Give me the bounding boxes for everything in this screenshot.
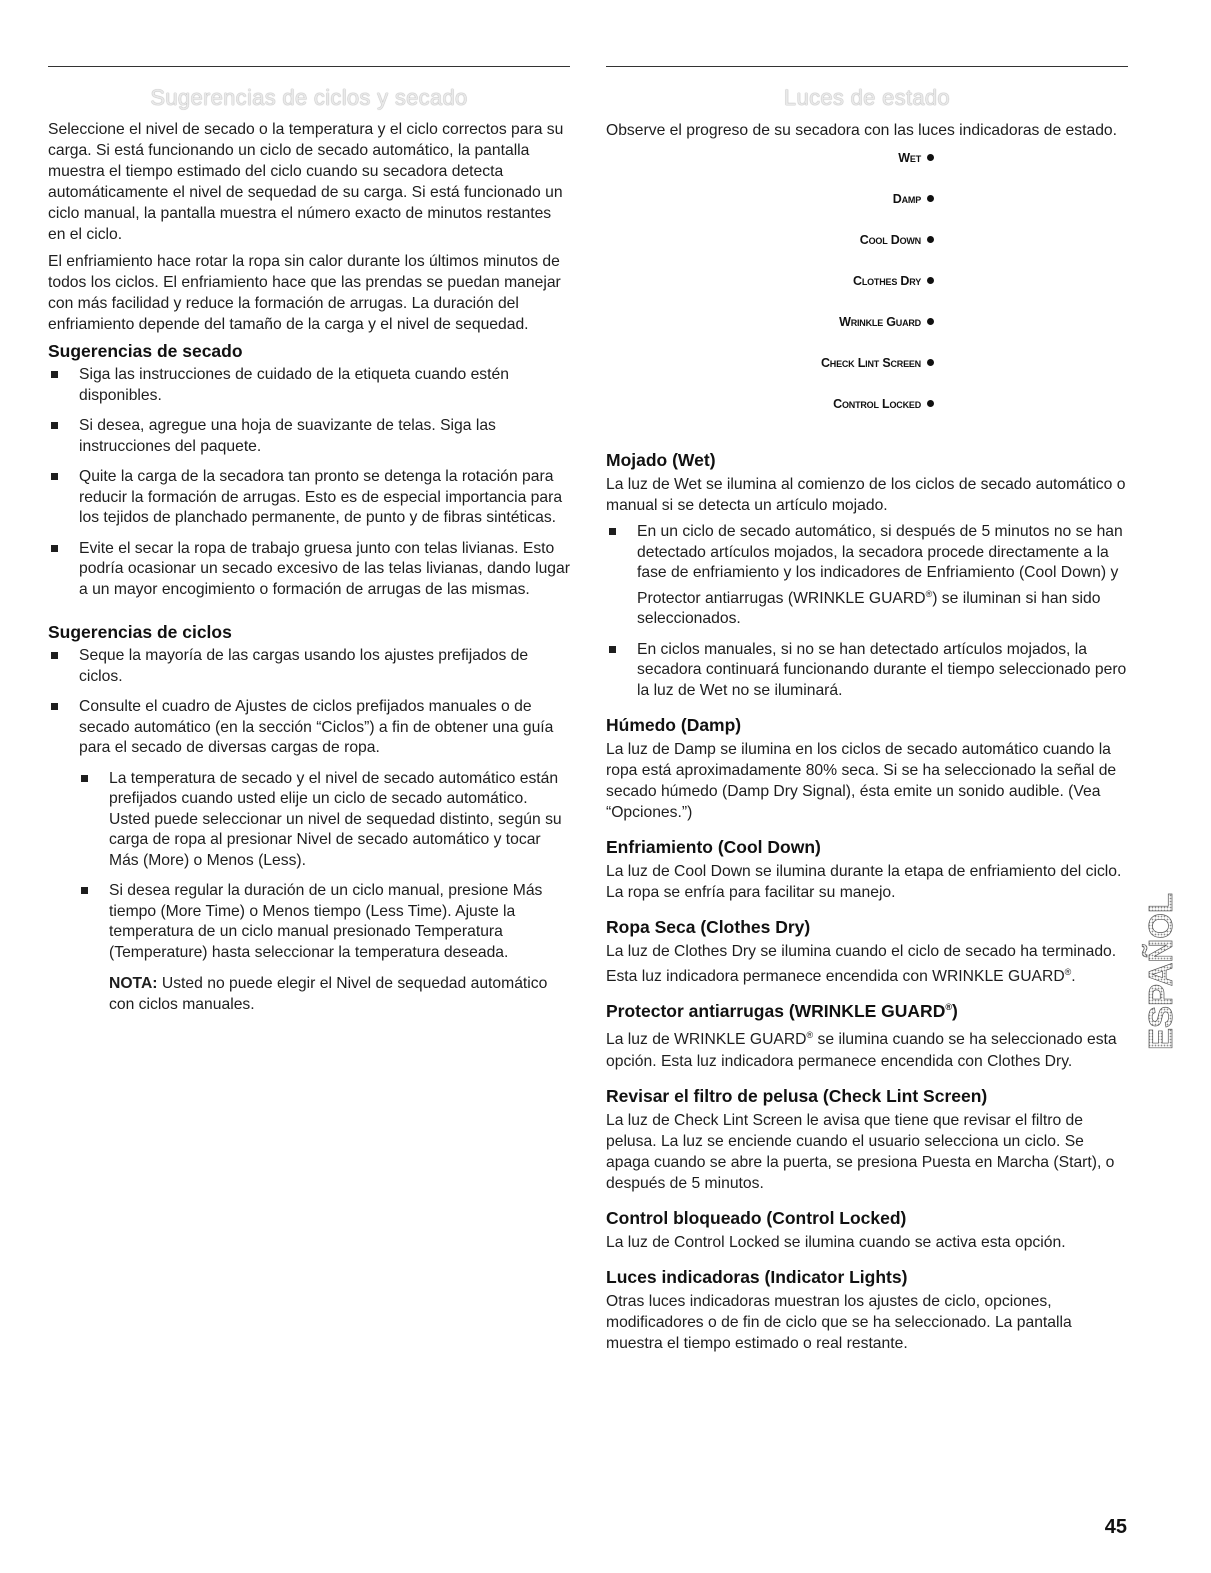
clothes-dry-text — [606, 941, 1128, 987]
lint-heading: Revisar el filtro de pelusa (Check Lint Screen) — [606, 1085, 988, 1106]
damp-text: La luz de Damp se ilumina en los ciclos de secado automático cuando la ropa está aproximadamente 80% seca. Si se ha seleccionado la señal de secado húmedo (Damp Dry Signal), ésta emite un sonido audible. (Vea “Opciones.”) — [606, 741, 1117, 822]
cycle-tips-list — [48, 646, 570, 759]
list-item — [606, 522, 1128, 630]
indicator-lights-heading: Luces indicadoras (Indicator Lights) — [606, 1266, 908, 1287]
list-item: Siga las instrucciones de cuidado de la etiqueta cuando estén disponibles. — [48, 365, 570, 406]
indicator-cool-down — [606, 231, 1128, 272]
language-side-tab-text: ESPAÑOL — [1142, 892, 1179, 1050]
left-intro-paragraph-2: El enfriamiento hace rotar la ropa sin calor durante los últimos minutos de todos los ciclos. El enfriamiento hace que las prendas se puedan manejar con más facilidad y reduce la formación de arrugas. La duración del enfriamiento depende del tamaño de la carga y el nivel de sequedad. — [48, 253, 561, 333]
indicator-label: Damp — [892, 192, 921, 206]
indicator-dot-icon — [927, 318, 934, 325]
indicator-dot-icon — [927, 400, 934, 407]
wrinkle-guard-heading-end: ) — [951, 1001, 958, 1022]
list-item: Si desea, agregue una hoja de suavizante de telas. Siga las instrucciones del paquete. — [48, 416, 570, 457]
cycle-tips-sub-list — [78, 769, 570, 964]
page-number: 45 — [1104, 1516, 1127, 1538]
control-locked-heading: Control bloqueado (Control Locked) — [606, 1207, 907, 1228]
wet-bullet-1-text: En un ciclo de secado automático, si después de 5 minutos no se han detectado artículos mojados, la secadora procede directamente a la fase de enfriamiento y los indicadores de Enfriamiento (Cool Down) y Protector antiarrugas (WRINKLE GUARD — [637, 523, 1123, 607]
indicator-dot-icon — [927, 277, 934, 284]
right-column — [606, 66, 1128, 1360]
registered-mark: ® — [1064, 967, 1072, 978]
cool-down-text: La luz de Cool Down se ilumina durante la etapa de enfriamiento del ciclo. La ropa se enfría para facilitar su manejo. — [606, 863, 1122, 902]
list-item: La temperatura de secado y el nivel de secado automático están prefijados cuando usted elije un ciclo de secado automático. Usted puede seleccionar un nivel de sequedad distinto, según su carga de ropa al presionar Nivel de secado automático y tocar Más (More) o Menos (Less). — [78, 769, 570, 872]
list-item: Seque la mayoría de las cargas usando los ajustes prefijados de ciclos. — [48, 646, 570, 687]
right-section-title: Luces de estado — [784, 85, 950, 110]
drying-tips-heading: Sugerencias de secado — [48, 341, 243, 361]
wet-heading: Mojado (Wet) — [606, 450, 716, 470]
indicator-label: Cool Down — [859, 233, 921, 247]
right-top-rule — [606, 66, 1128, 67]
left-top-rule — [48, 66, 570, 67]
cycle-tips-heading: Sugerencias de ciclos — [48, 622, 232, 642]
left-column — [48, 66, 570, 1021]
indicator-dot-icon — [927, 236, 934, 243]
list-item: En ciclos manuales, si no se han detectado artículos mojados, la secadora continuará funcionando durante el tiempo seleccionado pero la luz de Wet no se iluminará. — [606, 640, 1128, 702]
indicator-damp — [606, 190, 1128, 231]
note-label: NOTA: — [109, 975, 158, 992]
indicator-wet — [606, 149, 1128, 190]
clothes-dry-heading: Ropa Seca (Clothes Dry) — [606, 917, 811, 938]
registered-mark: ® — [945, 1002, 952, 1013]
list-item: Consulte el cuadro de Ajustes de ciclos prefijados manuales o de secado automático (en la sección “Ciclos”) a fin de obtener una guía para el secado de diversas cargas de ropa. — [48, 697, 570, 759]
clothes-dry-body: La luz de Clothes Dry se ilumina cuando el ciclo de secado ha terminado. Esta luz indicadora permanece encendida con WRINKLE GUARD — [606, 943, 1117, 986]
indicator-label: Clothes Dry — [853, 274, 921, 288]
lint-text: La luz de Check Lint Screen le avisa que tiene que revisar el filtro de pelusa. La luz se enciende cuando el usuario selecciona un ciclo. Se apaga cuando se abre la puerta, se presiona Puesta en Marcha (Start), o después de 5 minutos. — [606, 1111, 1115, 1192]
list-item: Evite el secar la ropa de trabajo gruesa junto con telas livianas. Esto podría ocasionar un secado excesivo de las telas livianas, dando lugar a un mayor encogimiento o formación de arrugas de las mismas. — [48, 539, 570, 601]
indicator-label: Wrinkle Guard — [839, 315, 921, 329]
wrinkle-guard-heading-text: Protector antiarrugas (WRINKLE GUARD — [606, 1001, 946, 1022]
indicator-check-lint-screen — [606, 354, 1128, 395]
left-section-title: Sugerencias de ciclos y secado — [150, 85, 468, 110]
cool-down-heading: Enfriamiento (Cool Down) — [606, 837, 821, 858]
indicator-dot-icon — [927, 359, 934, 366]
indicator-control-locked — [606, 395, 1128, 436]
left-intro-paragraph-1: Seleccione el nivel de secado o la temperatura y el ciclo correctos para su carga. Si está funcionando un ciclo de secado automático, la pantalla muestra el tiempo estimado del ciclo cuando su secadora detecta automáticamente el nivel de sequedad de su carga. Si está funcionado un ciclo manual, la pantalla muestra el número exacto de minutos restantes en el ciclo. — [48, 121, 564, 243]
wet-list — [606, 522, 1128, 701]
indicator-label: Check Lint Screen — [820, 356, 921, 370]
damp-heading: Húmedo (Damp) — [606, 715, 742, 736]
list-item: Quite la carga de la secadora tan pronto se detenga la rotación para reducir la formación de arrugas. Esto es de especial importancia para los tejidos de planchado permanente, de punto y de fibras sintéticas. — [48, 467, 570, 529]
indicator-dot-icon — [927, 154, 934, 161]
indicator-label: Wet — [898, 151, 921, 165]
note-text: Usted no puede elegir el Nivel de sequedad automático con ciclos manuales. — [109, 975, 548, 1013]
cycle-tips-note — [48, 973, 570, 1015]
wrinkle-guard-text-body: se ilumina cuando se ha seleccionado esta opción. Esta luz indicadora permanece encendida con Clothes Dry. — [606, 1031, 1117, 1070]
wet-text: La luz de Wet se ilumina al comienzo de los ciclos de secado automático o manual si se detecta un artículo mojado. — [606, 476, 1126, 514]
indicator-clothes-dry — [606, 272, 1128, 313]
status-lights-intro: Observe el progreso de su secadora con las luces indicadoras de estado. — [606, 122, 1118, 139]
wrinkle-guard-text — [606, 1025, 1128, 1071]
indicator-label: Control Locked — [833, 397, 921, 411]
control-locked-text: La luz de Control Locked se ilumina cuando se activa esta opción. — [606, 1233, 1066, 1251]
indicator-lights-text: Otras luces indicadoras muestran los ajustes de ciclo, opciones, modificadores o de fin de ciclo que se ha seleccionado. La pantalla muestra el tiempo estimado o real restante. — [606, 1292, 1072, 1352]
wrinkle-guard-heading — [606, 1001, 1128, 1022]
language-side-tab — [1142, 845, 1179, 1055]
language-side-tab-graphic — [1142, 845, 1179, 1055]
clothes-dry-end: . — [1071, 968, 1076, 986]
wrinkle-guard-text-start: La luz de WRINKLE GUARD — [606, 1031, 807, 1049]
drying-tips-list — [48, 365, 570, 600]
registered-mark: ® — [925, 588, 933, 599]
indicator-dot-icon — [927, 195, 934, 202]
list-item: Si desea regular la duración de un ciclo manual, presione Más tiempo (More Time) o Menos tiempo (Less Time). Ajuste la temperatura de un ciclo manual presionado Temperatura (Temperature) hasta seleccionar la temperatura deseada. — [78, 881, 570, 963]
registered-mark: ® — [806, 1030, 814, 1041]
status-indicator-list — [606, 149, 1128, 436]
indicator-wrinkle-guard — [606, 313, 1128, 354]
wet-bullet-1-end: ) se iluminan si han sido seleccionados. — [637, 589, 1101, 628]
